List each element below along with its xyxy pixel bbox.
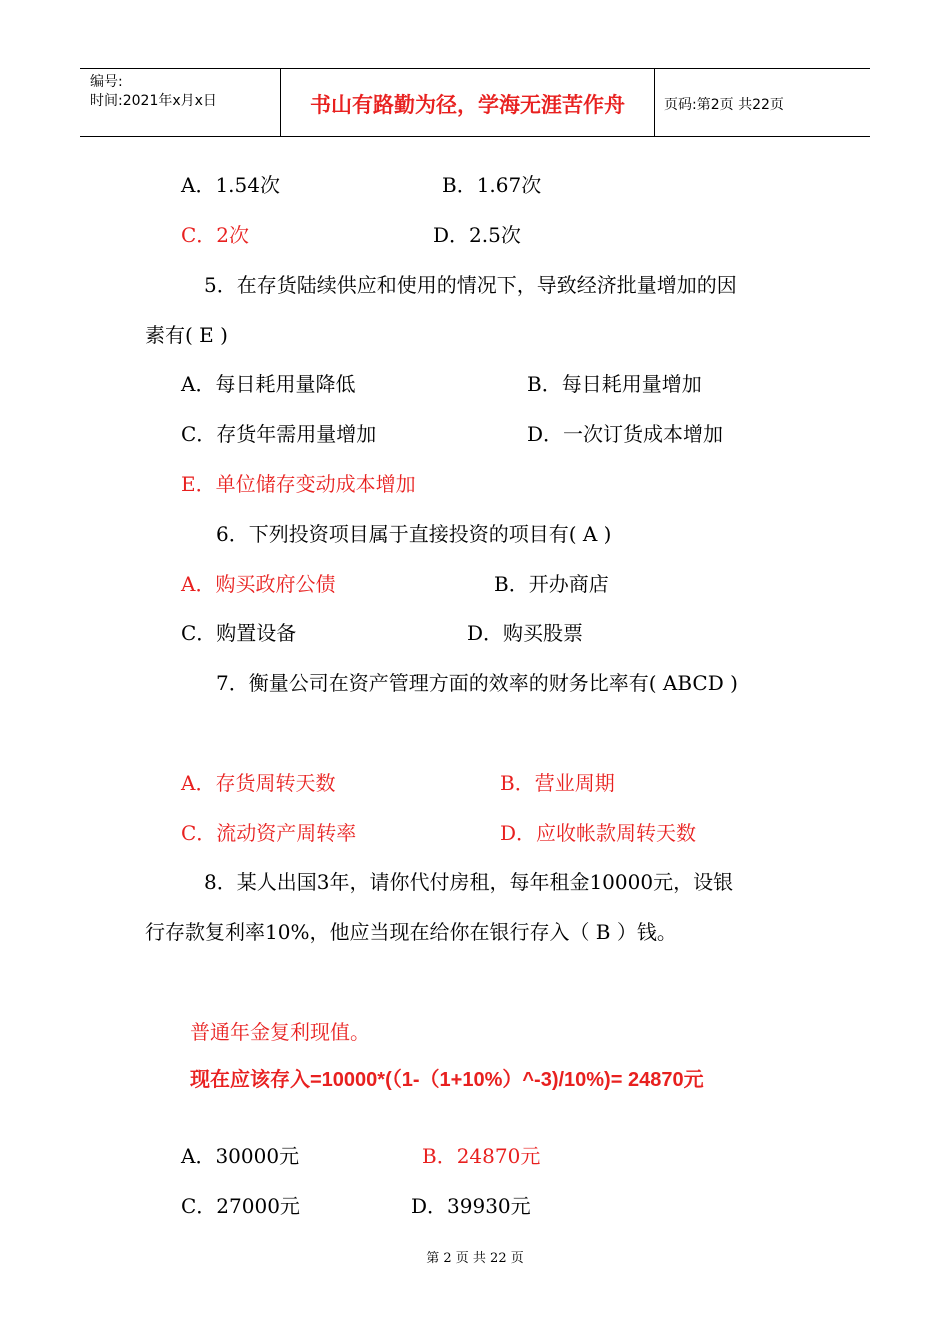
q5-option-d: D．一次订货成本增加 [527, 422, 724, 446]
header-number-label: 编号: [90, 74, 123, 90]
q5-option-a: A．每日耗用量降低 [181, 372, 356, 396]
q5-stem-line-2: 素有( E ) [145, 323, 228, 347]
q8-stem-line-1: 8．某人出国3年，请你代付房租，每年租金10000元，设银 [204, 870, 734, 894]
q5-option-b: B．每日耗用量增加 [527, 372, 702, 396]
header-page-info: 页码:第2页 共22页 [664, 97, 784, 113]
q7-option-a: A．存货周转天数 [181, 771, 336, 795]
q4-option-b: B．1.67次 [442, 173, 542, 197]
q5-stem-line-1: 5．在存货陆续供应和使用的情况下，导致经济批量增加的因 [204, 273, 737, 297]
q5-option-e: E．单位储存变动成本增加 [181, 472, 416, 496]
q6-option-c: C．购置设备 [181, 621, 297, 645]
q5-option-c: C．存货年需用量增加 [181, 422, 377, 446]
q7-option-b: B．营业周期 [500, 771, 615, 795]
q6-option-d: D．购买股票 [467, 621, 584, 645]
q7-option-d: D．应收帐款周转天数 [500, 821, 697, 845]
q8-solution-formula: 现在应该存入=10000*(（1-（1+10%）^-3)/10%)= 24870元 [190, 1069, 704, 1091]
q8-option-b: B．24870元 [422, 1144, 541, 1168]
q7-option-c: C．流动资产周转率 [181, 821, 357, 845]
q8-option-c: C．27000元 [181, 1194, 300, 1218]
header-meta [90, 73, 217, 111]
header-date-label: 时间:2021年x月x日 [90, 93, 217, 109]
q7-stem: 7．衡量公司在资产管理方面的效率的财务比率有( ABCD ) [216, 671, 738, 695]
q4-option-a: A．1.54次 [181, 173, 280, 197]
q6-stem: 6．下列投资项目属于直接投资的项目有( A ) [216, 522, 612, 546]
q8-solution-note: 普通年金复利现值。 [190, 1020, 370, 1044]
q8-option-d: D．39930元 [411, 1194, 531, 1218]
q4-option-c: C．2次 [181, 223, 250, 247]
q6-option-b: B．开办商店 [494, 572, 609, 596]
q4-option-d: D．2.5次 [433, 223, 521, 247]
q8-option-a: A．30000元 [181, 1144, 300, 1168]
q8-stem-line-2: 行存款复利率10%，他应当现在给你在银行存入（ B ）钱。 [145, 920, 677, 944]
q6-option-a: A．购买政府公债 [181, 572, 336, 596]
header-divider [654, 69, 655, 136]
page-footer: 第 2 页 共 22 页 [426, 1251, 524, 1266]
page-header [80, 68, 870, 137]
header-motto: 书山有路勤为径，学海无涯苦作舟 [310, 92, 625, 117]
